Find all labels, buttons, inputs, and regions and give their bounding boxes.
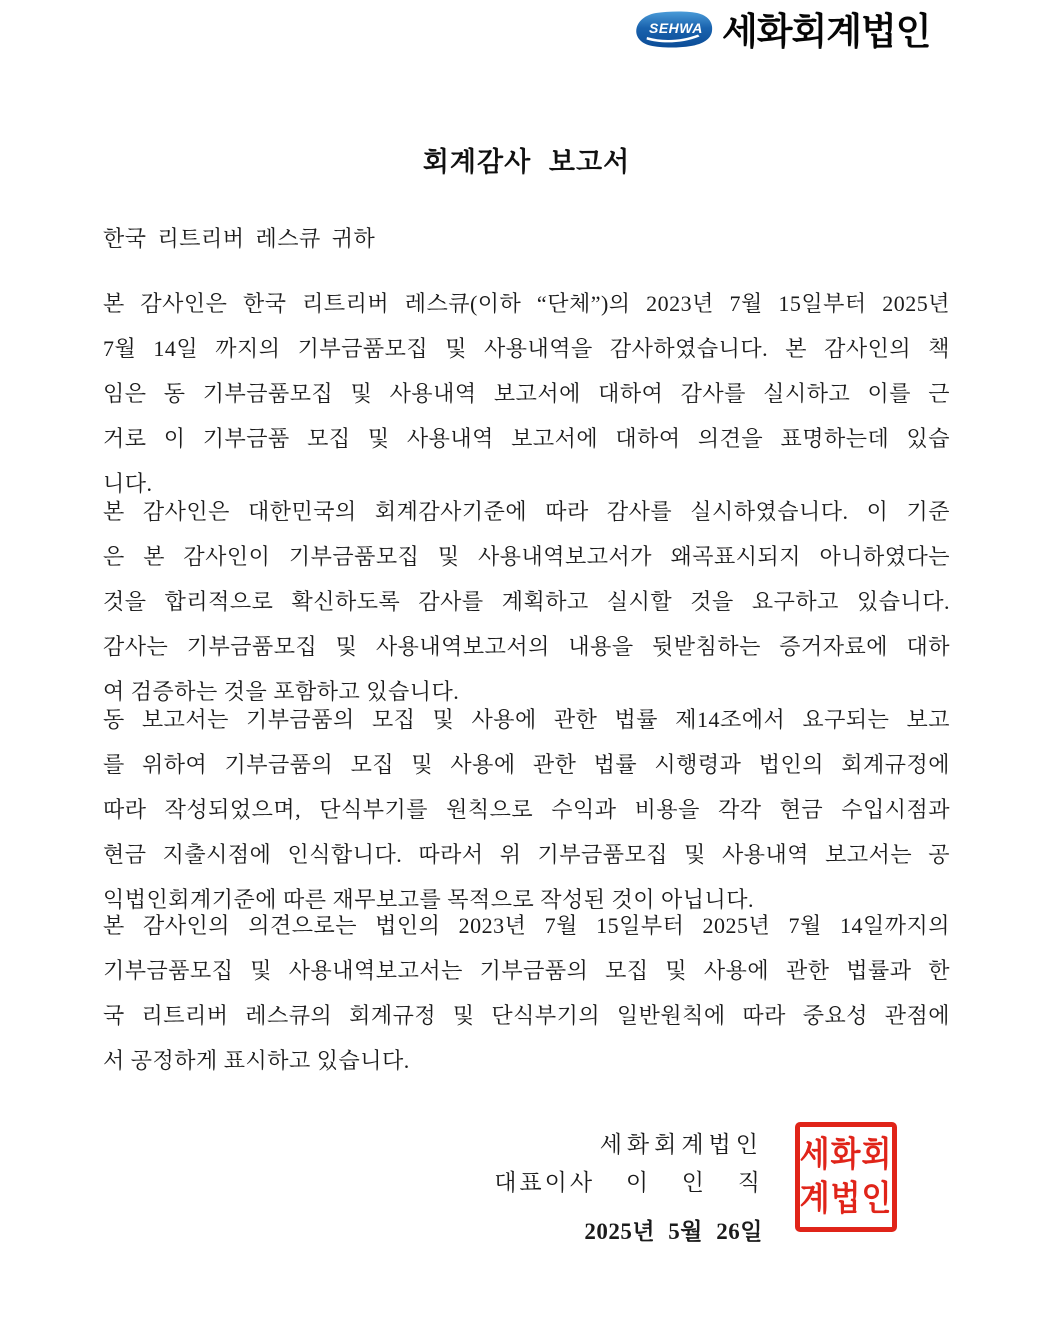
text-line: 현금 지출시점에 인식합니다. 따라서 위 기부금품모집 및 사용내역 보고서는 공: [103, 842, 950, 867]
addressee-line: 한국 리트리버 레스큐 귀하: [103, 226, 376, 251]
text-line: 국 리트리버 레스큐의 회계규정 및 단식부기의 일반원칙에 따라 중요성 관점에: [103, 1003, 950, 1028]
text-line: 7월 14일 까지의 기부금품모집 및 사용내역을 감사하였습니다. 본 감사인의 책: [103, 336, 950, 361]
text-line: 것을 합리적으로 확신하도록 감사를 계획하고 실시할 것을 요구하고 있습니다.: [103, 589, 950, 614]
page-title: 회계감사 보고서: [422, 147, 631, 177]
text-line: 본 감사인의 의견으로는 법인의 2023년 7월 15일부터 2025년 7월 14일까지의: [103, 913, 950, 938]
text-line: 기부금품모집 및 사용내역보고서는 기부금품의 모집 및 사용에 관한 법률과 한: [103, 958, 950, 983]
sehwa-logo-icon: [634, 10, 714, 50]
seal-text-bottom: 계법인: [799, 1178, 893, 1219]
signature-date: 2025년 5월 26일: [584, 1219, 763, 1244]
text-line: 은 본 감사인이 기부금품모집 및 사용내역보고서가 왜곡표시되지 아니하였다는: [103, 544, 950, 569]
text-line: 거로 이 기부금품 모집 및 사용내역 보고서에 대하여 의견을 표명하는데 있습: [103, 426, 950, 451]
paragraph-audit-scope: [103, 281, 950, 506]
text-line: 임은 동 기부금품모집 및 사용내역 보고서에 대하여 감사를 실시하고 이를 근: [103, 381, 950, 406]
text-line: 본 감사인은 대한민국의 회계감사기준에 따라 감사를 실시하였습니다. 이 기준: [103, 499, 950, 524]
text-line: 니다.: [103, 471, 153, 496]
company-logo: [634, 10, 930, 50]
svg-text:SEHWA: SEHWA: [649, 20, 703, 36]
text-line: 익법인회계기준에 따른 재무보고를 목적으로 작성된 것이 아닙니다.: [103, 887, 755, 912]
corporate-seal-stamp: [795, 1122, 897, 1232]
text-line: 를 위하여 기부금품의 모집 및 사용에 관한 법률 시행령과 법인의 회계규정에: [103, 752, 950, 777]
text-line: 따라 작성되었으며, 단식부기를 원칙으로 수익과 비용을 각각 현금 수입시점과: [103, 797, 950, 822]
text-line: 동 보고서는 기부금품의 모집 및 사용에 관한 법률 제14조에서 요구되는 보고: [103, 707, 950, 732]
text-line: 여 검증하는 것을 포함하고 있습니다.: [103, 679, 460, 704]
paragraph-audit-standards: [103, 489, 950, 714]
signature-ceo-name: 대표이사 이 인 직: [494, 1170, 763, 1195]
text-line: 본 감사인은 한국 리트리버 레스큐(이하 “단체”)의 2023년 7월 15일부터 2025년: [103, 291, 950, 316]
signature-firm: 세화회계법인: [599, 1132, 763, 1157]
text-line: 감사는 기부금품모집 및 사용내역보고서의 내용을 뒷받침하는 증거자료에 대하: [103, 634, 950, 659]
signature-block: [494, 1126, 763, 1251]
paragraph-basis-of-accounting: [103, 697, 950, 922]
seal-text-top: 세화회: [799, 1134, 893, 1175]
paragraph-opinion: [103, 903, 950, 1083]
company-name: 세화회계법인: [722, 10, 931, 52]
text-line: 서 공정하게 표시하고 있습니다.: [103, 1048, 410, 1073]
